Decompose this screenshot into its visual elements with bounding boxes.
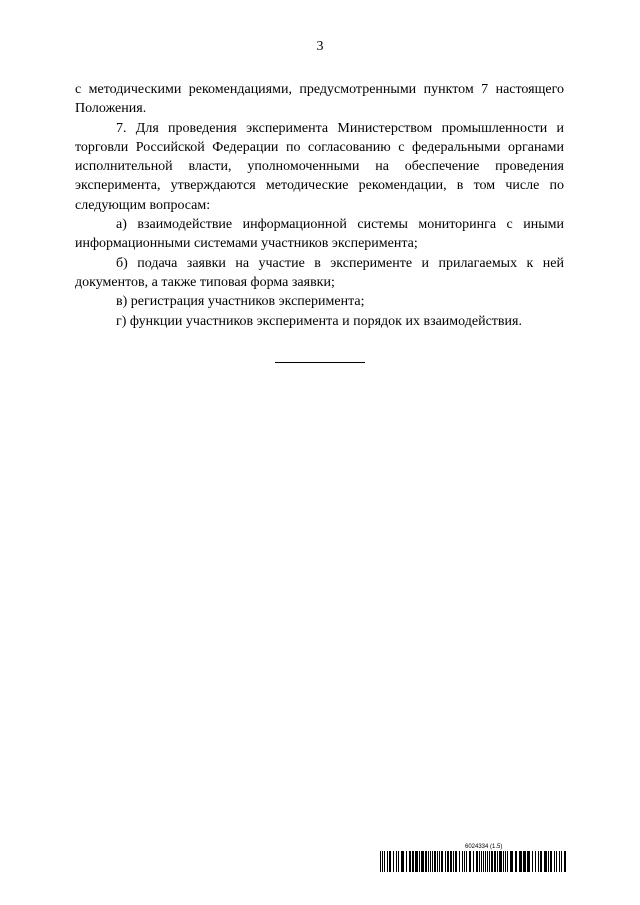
- barcode-bar: [556, 851, 557, 872]
- document-code: 6024334 (1.5): [465, 844, 503, 850]
- barcode-bar: [406, 851, 407, 872]
- barcode-bar: [487, 851, 488, 872]
- barcode-bar: [430, 851, 431, 872]
- barcode-bar: [544, 851, 547, 872]
- barcode-bar: [469, 851, 471, 872]
- end-of-text-rule: [275, 362, 365, 363]
- barcode-bar: [462, 851, 463, 872]
- barcode-bar: [384, 851, 385, 872]
- barcode-bar: [412, 851, 414, 872]
- barcode-bar: [437, 851, 438, 872]
- barcode-bar: [507, 851, 508, 872]
- barcode-bar: [548, 851, 549, 872]
- barcode-bar: [439, 851, 440, 872]
- barcode-bar: [450, 851, 452, 872]
- barcode-bar: [491, 851, 493, 872]
- barcode-bar: [505, 851, 506, 872]
- barcode-bar: [466, 851, 467, 872]
- paragraph-subitem-v: в) регистрация участников эксперимента;: [116, 294, 365, 310]
- barcode-bar: [396, 851, 397, 872]
- barcode-bar: [527, 851, 530, 872]
- barcode-bar: [494, 851, 496, 872]
- barcode-bar: [434, 851, 436, 872]
- barcode-bar: [415, 851, 418, 872]
- barcode-bar: [523, 851, 526, 872]
- barcode-bar: [483, 851, 484, 872]
- barcode-bar: [479, 851, 480, 872]
- barcode-bar: [425, 851, 427, 872]
- barcode-bar: [389, 851, 391, 872]
- page-number: 3: [316, 39, 324, 54]
- barcode-bar: [515, 851, 517, 872]
- barcode-bar: [393, 851, 394, 872]
- barcode-bar: [538, 851, 539, 872]
- barcode-bar: [564, 851, 566, 872]
- document-body: [75, 80, 564, 331]
- paragraph-continuation: с методическими рекомендациями, предусмотренными пунктом 7 настоящего Положения.: [75, 82, 564, 117]
- paragraph-subitem-a: а) взаимодействие информационной системы мониторинга с иными информационными системами участников эксперимента;: [75, 217, 564, 252]
- barcode-bar: [497, 851, 498, 872]
- barcode-bar: [535, 851, 536, 872]
- barcode-bar: [554, 851, 555, 872]
- barcode-bar: [561, 851, 562, 872]
- barcode-bar: [428, 851, 429, 872]
- barcode-bar: [499, 851, 502, 872]
- barcode-bar: [481, 851, 482, 872]
- paragraph-subitem-b: б) подача заявки на участие в эксперименте и прилагаемых к ней документов, а также типовая форма заявки;: [75, 255, 564, 290]
- barcode-bar: [447, 851, 449, 872]
- paragraph-item-7: 7. Для проведения эксперимента Министерством промышленности и торговли Российской Федерации по согласованию с федеральными органами исполнительной власти, уполномоченными на обеспечение проведения эксперимента, утверждаются методические рекомендации, в том числе по следующим вопросам:: [75, 120, 564, 213]
- barcode-bar: [464, 851, 465, 872]
- barcode-bar: [540, 851, 542, 872]
- barcode-bar: [503, 851, 504, 872]
- barcode-bar: [453, 851, 454, 872]
- barcode-bar: [459, 851, 460, 872]
- barcode-bar: [421, 851, 424, 872]
- barcode-bar: [441, 851, 443, 872]
- barcode-bar: [445, 851, 446, 872]
- barcode: [380, 851, 566, 872]
- barcode-bar: [519, 851, 522, 872]
- barcode-bar: [559, 851, 560, 872]
- barcode-bar: [550, 851, 552, 872]
- barcode-bar: [432, 851, 433, 872]
- barcode-bar: [510, 851, 513, 872]
- barcode-bar: [409, 851, 411, 872]
- barcode-bar: [419, 851, 420, 872]
- barcode-bar: [401, 851, 404, 872]
- barcode-graphic: [380, 851, 566, 872]
- paragraph-subitem-g: г) функции участников эксперимента и порядок их взаимодействия.: [116, 313, 522, 329]
- barcode-bar: [455, 851, 457, 872]
- barcode-bar: [473, 851, 474, 872]
- barcode-bar: [532, 851, 533, 872]
- barcode-bar: [485, 851, 486, 872]
- barcode-bar: [398, 851, 399, 872]
- barcode-bar: [489, 851, 490, 872]
- barcode-bar: [476, 851, 478, 872]
- barcode-bar: [387, 851, 388, 872]
- barcode-bar: [382, 851, 383, 872]
- barcode-bar: [380, 851, 381, 872]
